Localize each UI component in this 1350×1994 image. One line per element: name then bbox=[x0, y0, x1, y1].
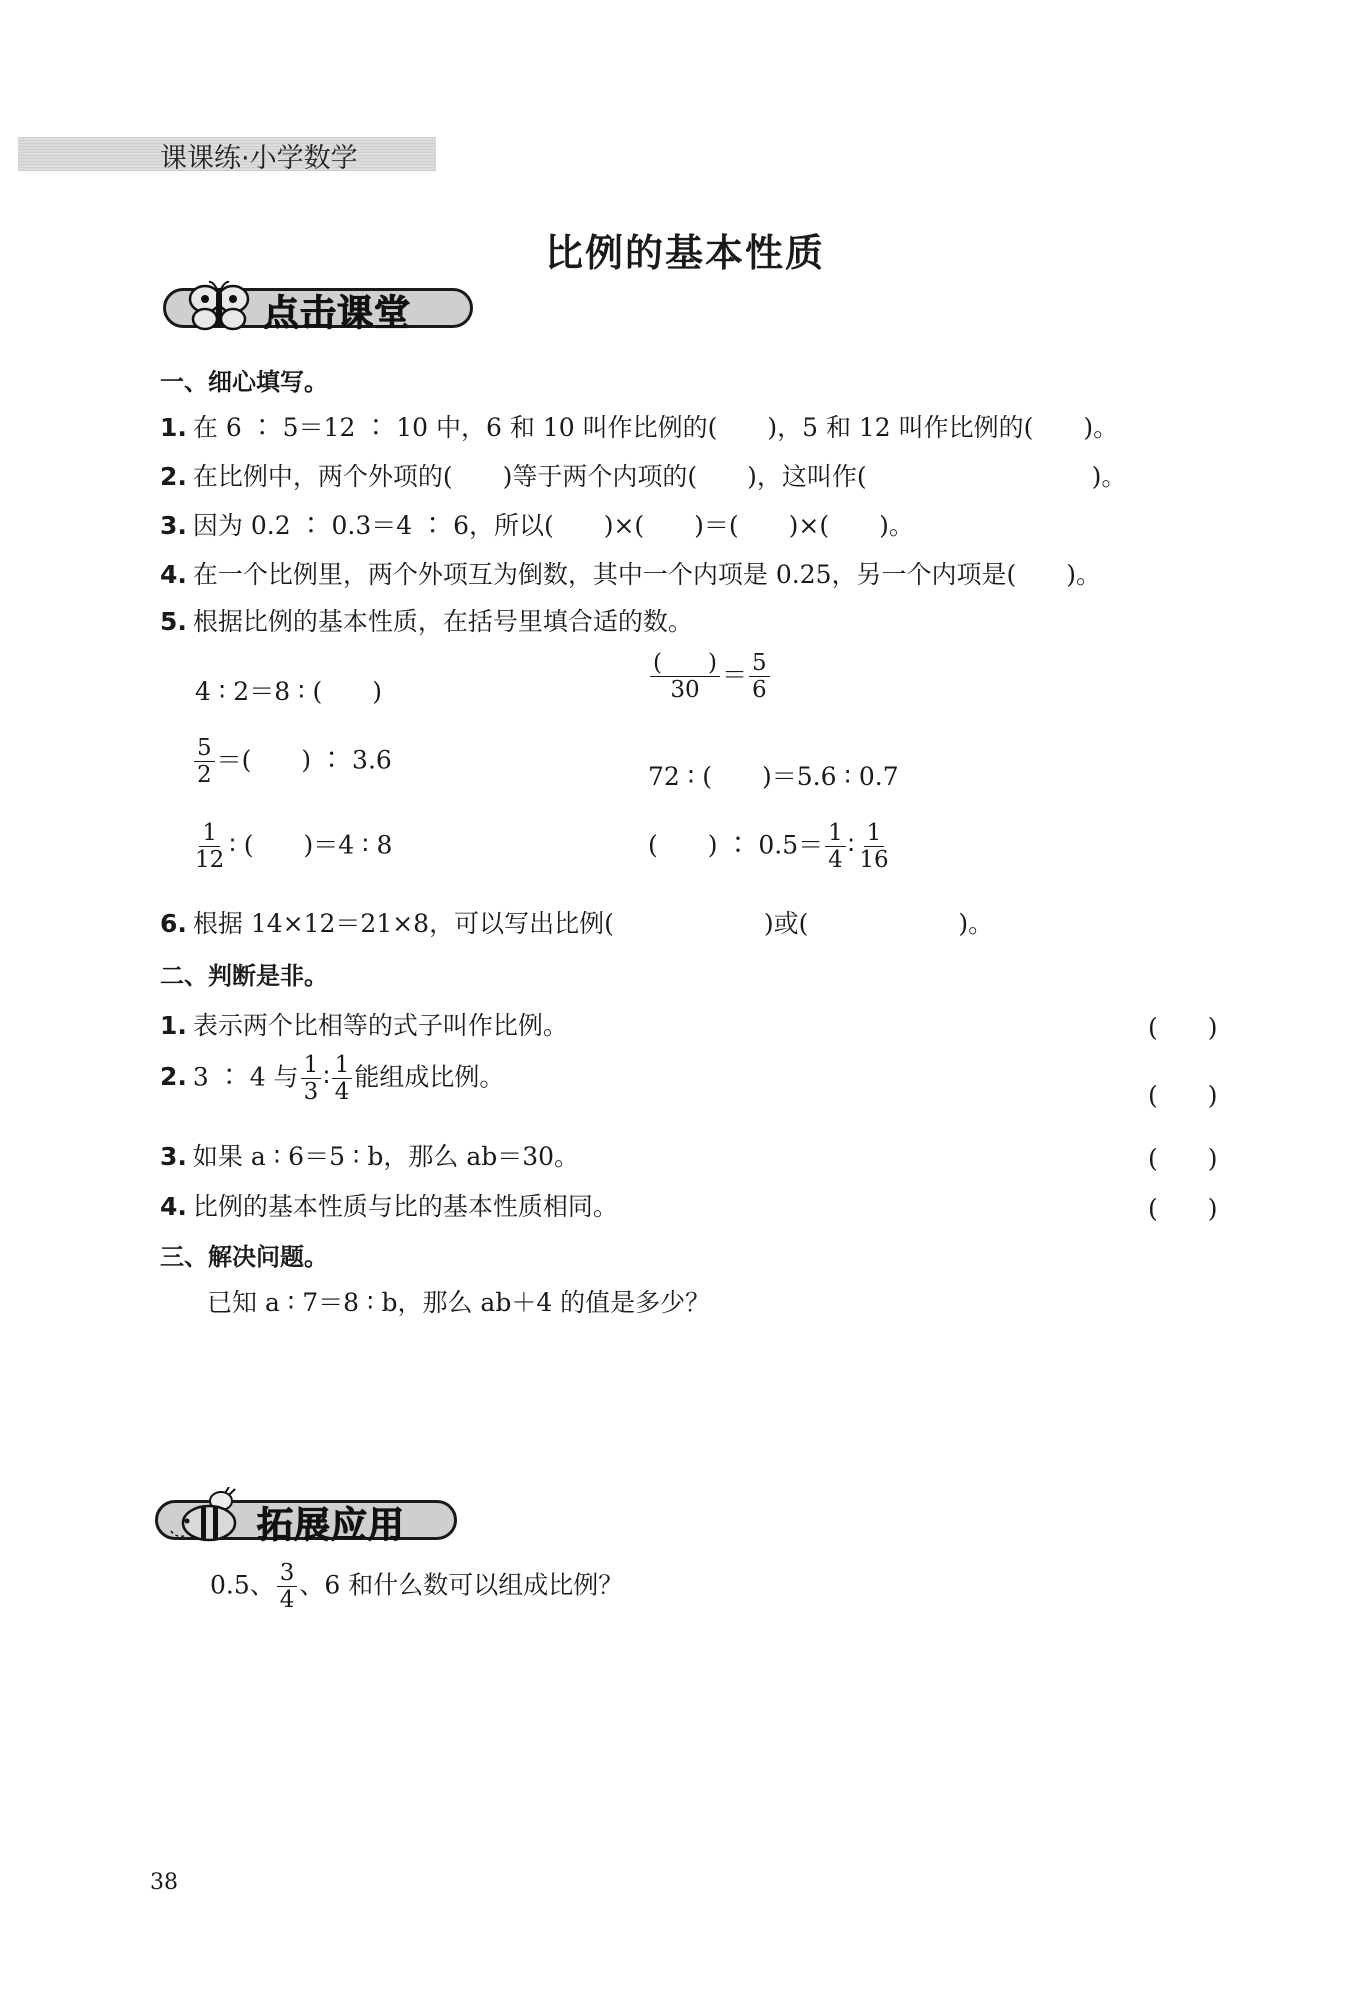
q5-item-d: 72 ∶ ( )＝5.6 ∶ 0.7 bbox=[648, 762, 899, 791]
s2-q1 bbox=[160, 1006, 568, 1042]
question-text: 在 6 ∶ 5＝12 ∶ 10 中，6 和 10 叫作比例的( )，5 和 12 叫作比例的( )。 bbox=[192, 413, 1119, 442]
fraction: $\frac{1}{4}$ bbox=[332, 1052, 353, 1106]
question-text: 表示两个比相等的式子叫作比例。 bbox=[192, 1011, 568, 1040]
fraction: $\frac{( )}{30}$ bbox=[650, 650, 720, 704]
bee-icon bbox=[163, 1487, 249, 1545]
section3-heading: 三、解决问题。 bbox=[160, 1243, 328, 1271]
section2-heading: 二、判断是非。 bbox=[160, 962, 328, 990]
s1-q5 bbox=[160, 602, 693, 638]
butterfly-icon bbox=[185, 279, 255, 335]
section1-heading: 一、细心填写。 bbox=[160, 368, 328, 396]
question-text: 根据 14×12＝21×8，可以写出比例( )或( )。 bbox=[192, 909, 994, 938]
question-text: 如果 a ∶ 6＝5 ∶ b，那么 ab＝30。 bbox=[192, 1142, 580, 1171]
s2-q4 bbox=[160, 1187, 618, 1223]
question-number: 3. bbox=[160, 1142, 187, 1171]
judgment-bracket[interactable]: ( ) bbox=[1148, 1013, 1218, 1042]
fraction: $\frac{5}{6}$ bbox=[749, 650, 770, 704]
question-text: 根据比例的基本性质，在括号里填合适的数。 bbox=[192, 607, 693, 636]
s2-q2: 2. 3 ∶ 4 与 $\frac{1}{3}$ ∶ $\frac{1}{4}$ 能组成比例。 bbox=[160, 1052, 505, 1106]
extension-banner bbox=[155, 1497, 457, 1546]
question-number: 4. bbox=[160, 1192, 187, 1221]
s1-q1 bbox=[160, 408, 1118, 444]
page-title: 比例的基本性质 bbox=[544, 231, 825, 275]
s1-q2 bbox=[160, 457, 1126, 493]
page-number: 38 bbox=[150, 1870, 178, 1895]
extension-label: 拓展应用 bbox=[257, 1505, 406, 1546]
s1-q3 bbox=[160, 506, 914, 542]
fraction: $\frac{3}{4}$ bbox=[277, 1560, 298, 1614]
fraction: $\frac{1}{16}$ bbox=[859, 820, 889, 874]
s1-q6 bbox=[160, 904, 993, 940]
question-text: 在比例中，两个外项的( )等于两个内项的( )，这叫作( )。 bbox=[192, 462, 1127, 491]
judgment-bracket[interactable]: ( ) bbox=[1148, 1144, 1218, 1173]
judgment-bracket[interactable]: ( ) bbox=[1148, 1081, 1218, 1110]
q5-item-f: ( ) ∶ 0.5＝ $\frac{1}{4}$ ∶ $\frac{1}{16}$ bbox=[648, 820, 894, 874]
fraction: $\frac{1}{4}$ bbox=[825, 820, 846, 874]
s3-question: 已知 a ∶ 7＝8 ∶ b，那么 ab＋4 的值是多少？ bbox=[207, 1288, 711, 1317]
book-title: 课课练·小学数学 bbox=[160, 143, 358, 174]
fraction: $\frac{5}{2}$ bbox=[194, 735, 215, 789]
question-number: 2. bbox=[160, 1062, 187, 1092]
question-text: 比例的基本性质与比的基本性质相同。 bbox=[192, 1192, 618, 1221]
s1-q4 bbox=[160, 555, 1101, 591]
question-number: 1. bbox=[160, 1011, 187, 1040]
judgment-bracket[interactable]: ( ) bbox=[1148, 1194, 1218, 1223]
q5-item-a: 4 ∶ 2＝8 ∶ ( ) bbox=[195, 677, 383, 706]
question-number: 2. bbox=[160, 462, 187, 491]
question-number: 5. bbox=[160, 607, 187, 636]
question-text: 因为 0.2 ∶ 0.3＝4 ∶ 6，所以( )×( )＝( )×( )。 bbox=[192, 511, 914, 540]
fraction: $\frac{1}{12}$ bbox=[195, 820, 225, 874]
q5-item-e: $\frac{1}{12}$ ∶ ( )＝4 ∶ 8 bbox=[190, 820, 392, 874]
s2-q3 bbox=[160, 1137, 579, 1173]
question-text: 在一个比例里，两个外项互为倒数，其中一个内项是 0.25，另一个内项是( )。 bbox=[192, 560, 1102, 589]
q5-item-b: $\frac{( )}{30}$ ＝ $\frac{5}{6}$ bbox=[648, 650, 772, 704]
fraction: $\frac{1}{3}$ bbox=[301, 1052, 322, 1106]
click-class-banner bbox=[163, 285, 473, 334]
click-class-label: 点击课堂 bbox=[263, 293, 412, 334]
question-number: 4. bbox=[160, 560, 187, 589]
extension-question: 0.5、 $\frac{3}{4}$ 、6 和什么数可以组成比例？ bbox=[210, 1560, 624, 1614]
question-number: 3. bbox=[160, 511, 187, 540]
question-number: 1. bbox=[160, 413, 187, 442]
question-number: 6. bbox=[160, 909, 187, 938]
q5-item-c: $\frac{5}{2}$ ＝( ) ∶ 3.6 bbox=[192, 735, 392, 789]
